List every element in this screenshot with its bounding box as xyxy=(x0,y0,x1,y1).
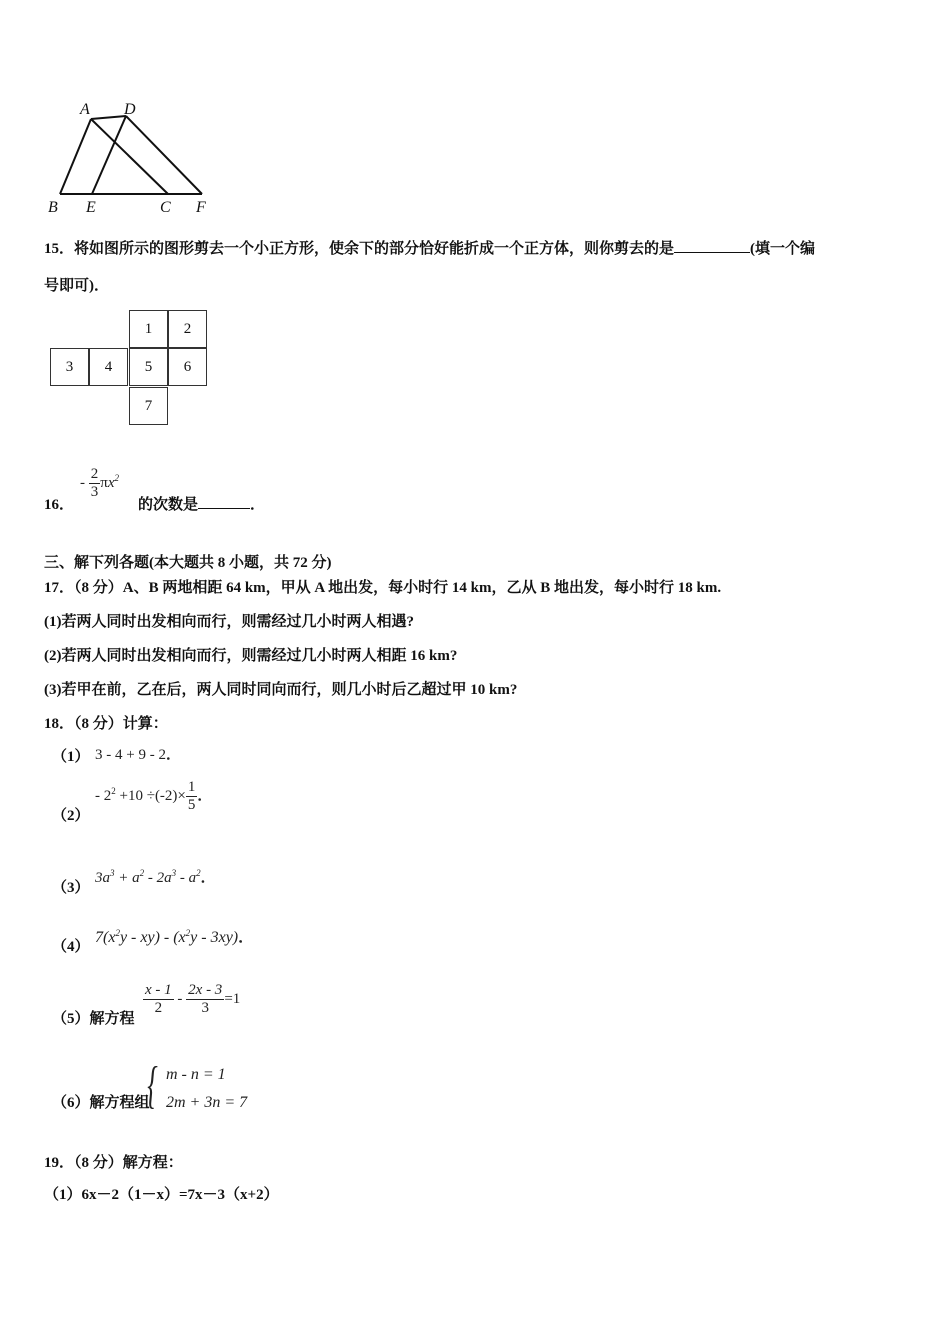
net-cell-7: 7 xyxy=(129,387,168,425)
segment-ab xyxy=(60,119,91,194)
q17-part1: (1)若两人同时出发相向而行，则需经过几小时两人相遇? xyxy=(44,614,414,630)
segment-ac xyxy=(91,119,168,194)
q18-item1-expr: 3 - 4 + 9 - 2． xyxy=(95,747,181,763)
label-f: F xyxy=(196,199,206,216)
label-e: E xyxy=(86,199,96,216)
net-cell-3: 3 xyxy=(50,348,89,386)
label-b: B xyxy=(48,199,58,216)
trapezoid-figure xyxy=(44,98,224,218)
q17-part2: (2)若两人同时出发相向而行，则需经过几小时两人相距 16 km? xyxy=(44,648,458,664)
q18-item5-fraction-2: $\frac{2x - 3}{3}$ xyxy=(188,982,223,1016)
left-brace-icon: { xyxy=(147,1057,158,1114)
q16-expression: - $\frac{2}{3}$ $\pi x^2$ xyxy=(80,466,119,500)
q15-line2: 号即可)． xyxy=(44,278,109,294)
net-cell-6: 6 xyxy=(168,348,207,386)
q18-item6-eq2: 2m + 3n = 7 xyxy=(166,1094,248,1111)
q18-item2-expr: - $2^2 +10 \div(-2)\times$ $\frac{1}{5}$ ． xyxy=(95,779,213,813)
cube-net xyxy=(48,310,213,430)
q18-item6-eq1: m - n = 1 xyxy=(166,1066,226,1083)
segment-de xyxy=(92,116,126,194)
q18-item2-fraction: $\frac{1}{5}$ xyxy=(187,779,196,813)
q19-part1: （1）6x－2（1－x）=7x－3（x+2） xyxy=(44,1187,279,1203)
net-cell-5: 5 xyxy=(129,348,168,386)
label-d: D xyxy=(124,101,136,118)
q18-item5-fraction-1: $\frac{x - 1}{2}$ xyxy=(145,982,172,1016)
net-cell-1: 1 xyxy=(129,310,168,348)
q15-answer-blank xyxy=(674,238,750,253)
q16-number: 16． xyxy=(44,497,75,513)
q18-item5-label: （5）解方程 xyxy=(52,1011,135,1027)
net-cell-2: 2 xyxy=(168,310,207,348)
section3-heading: 三、解下列各题(本大题共 8 小题，共 72 分) xyxy=(44,555,332,571)
q18-item1-label: （1） xyxy=(52,749,90,765)
q19-stem: 19．（8 分）解方程： xyxy=(44,1155,183,1171)
q18-stem: 18．（8 分）计算： xyxy=(44,716,168,732)
q18-item4-label: （4） xyxy=(52,939,90,955)
q16-fraction: $\frac{2}{3}$ xyxy=(90,466,99,500)
segment-ad xyxy=(91,116,126,119)
q17-stem: 17．（8 分）A、B 两地相距 64 km，甲从 A 地出发，每小时行 14 km，乙从 B 地出发，每小时行 18 km. xyxy=(44,580,722,596)
net-cell-4: 4 xyxy=(89,348,128,386)
q16-answer-blank xyxy=(198,494,250,509)
q18-item3-expr: $3a^3 + a^2 - 2a^3 - a^2$． xyxy=(95,868,216,886)
q15-line1: 15．将如图所示的图形剪去一个小正方形，使余下的部分恰好能折成一个正方体，则你剪去的是 (填一个编 xyxy=(44,237,815,258)
segment-df xyxy=(126,116,202,194)
label-c: C xyxy=(160,199,171,216)
q16-text: 的次数是 ． xyxy=(138,493,265,514)
q17-part3: (3)若甲在前，乙在后，两人同时同向而行，则几小时后乙超过甲 10 km? xyxy=(44,682,518,698)
q18-item4-expr: $7(x^2y - xy) - (x^2y - 3xy)$． xyxy=(95,928,255,946)
q18-item5-expr: $\frac{x - 1}{2}$ - $\frac{2x - 3}{3}$ =1 xyxy=(145,982,241,1016)
q18-item6-label: （6）解方程组 xyxy=(52,1095,150,1111)
label-a: A xyxy=(80,101,90,118)
q18-item2-label: （2） xyxy=(52,808,90,824)
q18-item3-label: （3） xyxy=(52,880,90,896)
